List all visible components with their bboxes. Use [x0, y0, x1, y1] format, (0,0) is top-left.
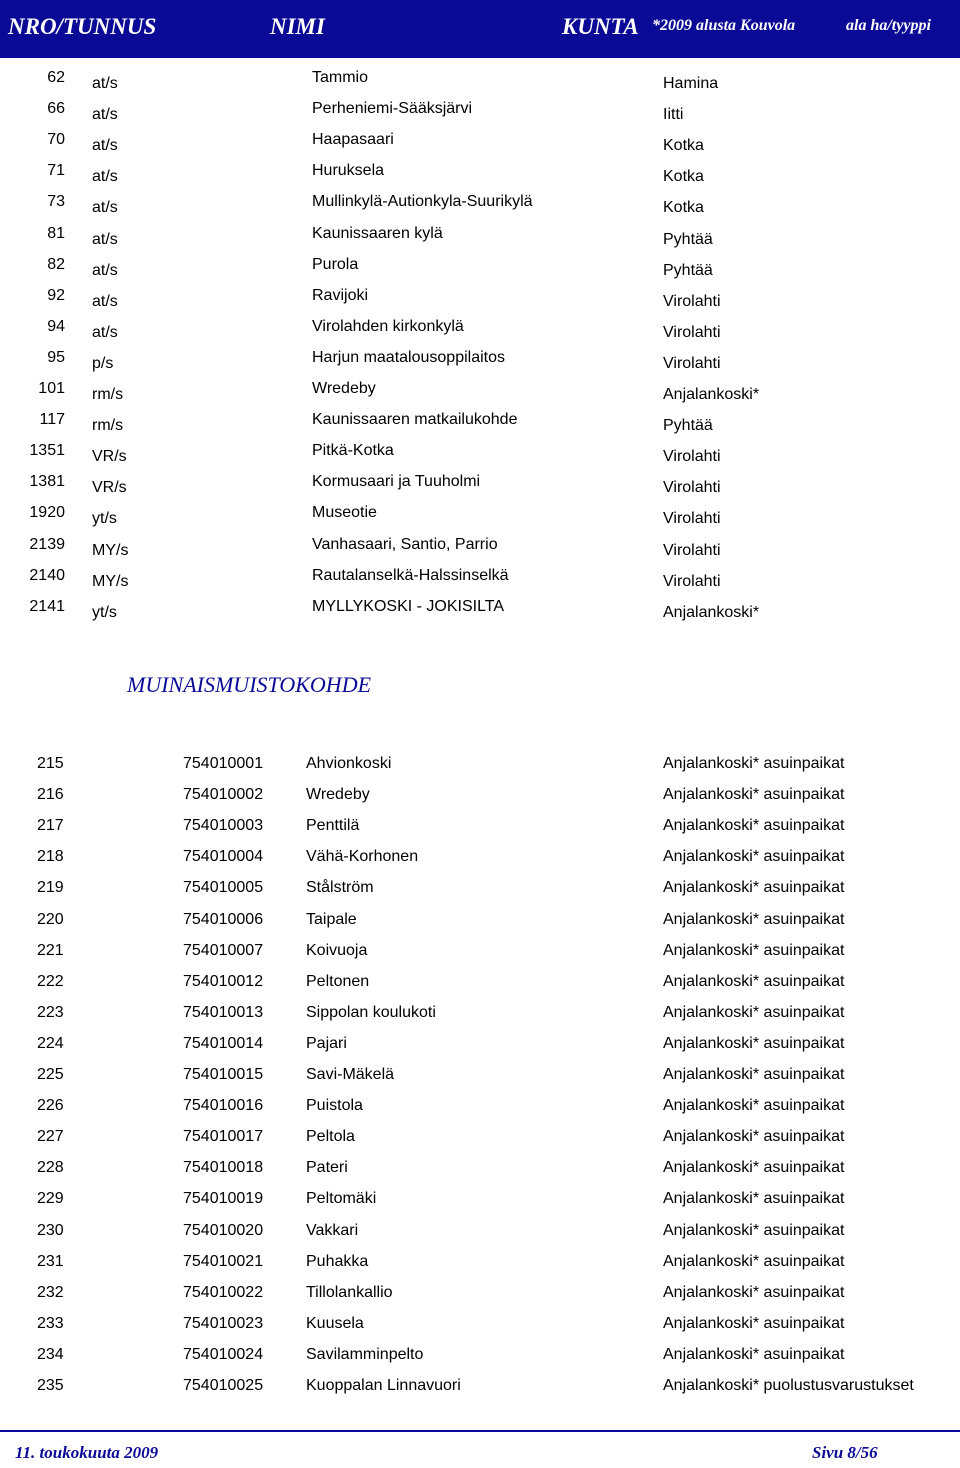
- row-kunta: Anjalankoski* asuinpaikat: [663, 1097, 845, 1115]
- row-kunta: Kotka: [663, 199, 704, 217]
- row-type: at/s: [92, 199, 118, 217]
- row-name: Purola: [312, 255, 359, 273]
- table-row: [0, 225, 960, 256]
- row-number: 228: [37, 1159, 64, 1177]
- row-kunta: Anjalankoski* asuinpaikat: [663, 1221, 845, 1239]
- table-row: [0, 256, 960, 287]
- row-name: Wredeby: [306, 786, 370, 804]
- row-kunta: Anjalankoski* asuinpaikat: [663, 1345, 845, 1363]
- row-number: 224: [37, 1034, 64, 1052]
- row-name: Kuoppalan Linnavuori: [306, 1377, 461, 1394]
- table-row: [0, 1190, 960, 1221]
- table-row: [0, 442, 960, 473]
- row-code: 754010001: [183, 755, 264, 772]
- row-number: 223: [37, 1003, 64, 1021]
- footer-date: 11. toukokuuta 2009: [15, 1443, 159, 1462]
- table-row: [0, 1284, 960, 1315]
- row-type: at/s: [92, 106, 118, 124]
- row-code: 754010014: [183, 1034, 264, 1052]
- table-row: [0, 1128, 960, 1159]
- row-code: 754010024: [183, 1345, 264, 1363]
- row-name: Pitkä-Kotka: [312, 442, 394, 460]
- header-col-kunta: KUNTA: [562, 14, 639, 39]
- row-code: 754010012: [183, 972, 264, 990]
- row-kunta: Anjalankoski* asuinpaikat: [663, 879, 845, 897]
- row-kunta: Virolahti: [663, 479, 721, 497]
- row-name: Puhakka: [306, 1252, 369, 1270]
- row-name: Vanhasaari, Santio, Parrio: [312, 535, 498, 553]
- footer-page-number: Sivu 8/56: [812, 1443, 878, 1462]
- table-row: [0, 1066, 960, 1097]
- row-code: 754010018: [183, 1159, 264, 1177]
- row-number: 66: [47, 100, 65, 118]
- row-number: 227: [37, 1128, 64, 1146]
- row-kunta: Hamina: [663, 75, 719, 92]
- row-kunta: Anjalankoski*: [663, 603, 760, 621]
- row-name: Haapasaari: [312, 131, 394, 149]
- row-name: Tillolankallio: [306, 1283, 393, 1301]
- row-name: Pajari: [306, 1034, 347, 1052]
- row-kunta: Virolahti: [663, 323, 721, 341]
- row-name: Vähä-Korhonen: [306, 848, 419, 866]
- row-name: Virolahden kirkonkylä: [312, 317, 464, 335]
- table-row: [0, 1035, 960, 1066]
- row-name: Savi-Mäkelä: [306, 1066, 395, 1083]
- row-number: 216: [37, 786, 64, 804]
- table-row: [0, 1222, 960, 1253]
- table-row: [0, 911, 960, 942]
- row-name: Harjun maatalousoppilaitos: [312, 348, 505, 366]
- row-name: Sippolan koulukoti: [306, 1003, 436, 1021]
- row-number: 2139: [29, 535, 65, 553]
- table-row: [0, 380, 960, 411]
- row-kunta: Virolahti: [663, 510, 721, 528]
- table-row: [0, 598, 960, 629]
- row-number: 94: [47, 317, 65, 335]
- row-type: MY/s: [92, 541, 129, 559]
- row-kunta: Pyhtää: [663, 417, 713, 435]
- row-kunta: Pyhtää: [663, 230, 713, 248]
- row-type: at/s: [92, 168, 118, 186]
- row-type: VR/s: [92, 448, 127, 466]
- row-number: 220: [37, 910, 64, 928]
- row-number: 82: [47, 255, 65, 273]
- row-name: Huruksela: [312, 162, 385, 180]
- row-number: 231: [37, 1252, 64, 1270]
- page-header: [0, 0, 960, 56]
- row-name: Peltola: [306, 1128, 355, 1146]
- table-row: [0, 411, 960, 442]
- row-code: 754010017: [183, 1128, 264, 1146]
- header-col-nro: NRO/TUNNUS: [8, 14, 157, 39]
- header-col-nimi: NIMI: [270, 14, 325, 39]
- row-kunta: Anjalankoski* asuinpaikat: [663, 1159, 845, 1177]
- row-code: 754010025: [183, 1377, 264, 1394]
- row-kunta: Kotka: [663, 168, 704, 186]
- section-title: MUINAISMUISTOKOHDE: [127, 672, 372, 697]
- table-row: [0, 193, 960, 224]
- row-code: 754010019: [183, 1190, 264, 1208]
- row-type: rm/s: [92, 386, 124, 403]
- row-number: 218: [37, 848, 64, 866]
- table-row: [0, 318, 960, 349]
- row-name: Ahvionkoski: [306, 755, 392, 772]
- table-row: [0, 1346, 960, 1377]
- row-number: 71: [47, 162, 65, 180]
- row-name: Penttilä: [306, 817, 360, 835]
- row-type: at/s: [92, 137, 118, 155]
- row-number: 95: [47, 348, 65, 366]
- row-number: 225: [37, 1066, 64, 1083]
- row-name: MYLLYKOSKI - JOKISILTA: [312, 597, 505, 615]
- row-name: Vakkari: [306, 1221, 359, 1239]
- row-type: yt/s: [92, 603, 117, 621]
- table-row: [0, 973, 960, 1004]
- row-code: 754010015: [183, 1066, 264, 1083]
- row-name: Puistola: [306, 1097, 363, 1115]
- row-name: Taipale: [306, 910, 357, 928]
- table-row: [0, 1377, 960, 1408]
- table-row: [0, 100, 960, 131]
- row-code: 754010020: [183, 1221, 264, 1239]
- row-number: 2140: [29, 566, 65, 584]
- row-number: 219: [37, 879, 64, 897]
- row-kunta: Virolahti: [663, 541, 721, 559]
- row-kunta: Virolahti: [663, 292, 721, 310]
- row-code: 754010016: [183, 1097, 264, 1115]
- row-number: 2141: [29, 597, 65, 615]
- row-code: 754010021: [183, 1252, 264, 1270]
- row-number: 217: [37, 817, 64, 835]
- row-kunta: Anjalankoski* asuinpaikat: [663, 910, 845, 928]
- row-name: Pateri: [306, 1159, 348, 1177]
- header-col-note: *2009 alusta Kouvola: [652, 17, 796, 34]
- row-number: 81: [47, 224, 65, 242]
- row-number: 230: [37, 1221, 64, 1239]
- row-name: Ravijoki: [312, 286, 369, 304]
- row-name: Museotie: [312, 504, 377, 522]
- row-kunta: Virolahti: [663, 572, 721, 590]
- row-kunta: Anjalankoski* asuinpaikat: [663, 1314, 845, 1332]
- table-row: [0, 755, 960, 786]
- row-code: 754010003: [183, 817, 264, 835]
- row-kunta: Anjalankoski* asuinpaikat: [663, 1283, 845, 1301]
- table-row: [0, 1004, 960, 1035]
- row-number: 101: [38, 380, 65, 397]
- row-name: Stålström: [306, 879, 374, 897]
- row-name: Perheniemi-Sääksjärvi: [312, 100, 473, 118]
- row-kunta: Anjalankoski* asuinpaikat: [663, 941, 845, 959]
- row-kunta: Pyhtää: [663, 261, 713, 279]
- row-number: 234: [37, 1345, 64, 1363]
- row-number: 70: [47, 131, 65, 149]
- row-name: Kormusaari ja Tuuholmi: [312, 473, 481, 491]
- row-name: Savilamminpelto: [306, 1345, 424, 1363]
- row-kunta: Anjalankoski* asuinpaikat: [663, 1034, 845, 1052]
- row-number: 226: [37, 1097, 64, 1115]
- table-row: [0, 942, 960, 973]
- row-type: at/s: [92, 261, 118, 279]
- row-code: 754010023: [183, 1314, 264, 1332]
- row-number: 73: [47, 193, 65, 211]
- table-row: [0, 349, 960, 380]
- row-name: Koivuoja: [306, 941, 368, 959]
- row-type: rm/s: [92, 417, 124, 435]
- row-number: 233: [37, 1314, 64, 1332]
- row-name: Tammio: [312, 69, 369, 86]
- table-row: [0, 1159, 960, 1190]
- row-code: 754010006: [183, 910, 264, 928]
- row-type: VR/s: [92, 479, 127, 497]
- row-number: 235: [37, 1377, 64, 1394]
- table-row: [0, 567, 960, 598]
- row-type: at/s: [92, 323, 118, 341]
- row-code: 754010007: [183, 941, 264, 959]
- row-name: Kaunissaaren kylä: [312, 224, 443, 242]
- row-kunta: Anjalankoski* asuinpaikat: [663, 786, 845, 804]
- table-row: [0, 536, 960, 567]
- row-kunta: Anjalankoski* asuinpaikat: [663, 817, 845, 835]
- row-number: 222: [37, 972, 64, 990]
- row-kunta: Anjalankoski* asuinpaikat: [663, 1066, 845, 1083]
- row-type: at/s: [92, 75, 118, 92]
- row-name: Peltonen: [306, 972, 370, 990]
- table-row: [0, 69, 960, 100]
- row-kunta: Iitti: [663, 106, 684, 124]
- table-row: [0, 131, 960, 162]
- row-number: 1920: [29, 504, 65, 522]
- row-name: Wredeby: [312, 380, 376, 397]
- row-code: 754010022: [183, 1283, 264, 1301]
- table-row: [0, 1097, 960, 1128]
- row-name: Kaunissaaren matkailukohde: [312, 411, 518, 429]
- row-kunta: Anjalankoski* asuinpaikat: [663, 755, 845, 772]
- row-kunta: Anjalankoski* asuinpaikat: [663, 848, 845, 866]
- row-kunta: Anjalankoski* asuinpaikat: [663, 1190, 845, 1208]
- row-kunta: Virolahti: [663, 354, 721, 372]
- row-number: 62: [47, 69, 65, 86]
- row-type: MY/s: [92, 572, 129, 590]
- row-kunta: Virolahti: [663, 448, 721, 466]
- row-kunta: Anjalankoski*: [663, 386, 760, 403]
- table-row: [0, 1253, 960, 1284]
- table-row: [0, 786, 960, 817]
- footer-divider: [0, 1430, 960, 1432]
- table-row: [0, 1315, 960, 1346]
- row-name: Mullinkylä-Autionkyla-Suurikylä: [312, 193, 533, 211]
- table-row: [0, 848, 960, 879]
- table-row: [0, 287, 960, 318]
- table-row: [0, 817, 960, 848]
- row-number: 117: [39, 411, 65, 429]
- row-code: 754010004: [183, 848, 264, 866]
- row-type: at/s: [92, 230, 118, 248]
- row-code: 754010005: [183, 879, 264, 897]
- row-number: 92: [47, 286, 65, 304]
- row-kunta: Anjalankoski* puolustusvarustukset: [663, 1377, 914, 1394]
- row-name: Rautalanselkä-Halssinselkä: [312, 566, 509, 584]
- row-code: 754010002: [183, 786, 264, 804]
- row-number: 1351: [29, 442, 65, 460]
- table-row: [0, 504, 960, 535]
- table-row: [0, 162, 960, 193]
- row-name: Kuusela: [306, 1314, 364, 1332]
- row-number: 232: [37, 1283, 64, 1301]
- row-number: 1381: [29, 473, 65, 491]
- row-number: 221: [37, 941, 64, 959]
- row-code: 754010013: [183, 1003, 264, 1021]
- header-divider: [0, 56, 960, 58]
- row-number: 215: [37, 755, 64, 772]
- table-row: [0, 473, 960, 504]
- row-kunta: Anjalankoski* asuinpaikat: [663, 972, 845, 990]
- row-number: 229: [37, 1190, 64, 1208]
- row-type: p/s: [92, 354, 114, 372]
- table-row: [0, 879, 960, 910]
- row-name: Peltomäki: [306, 1190, 377, 1208]
- header-col-ala: ala ha/tyyppi: [846, 17, 931, 34]
- row-kunta: Anjalankoski* asuinpaikat: [663, 1252, 845, 1270]
- row-kunta: Anjalankoski* asuinpaikat: [663, 1003, 845, 1021]
- row-kunta: Kotka: [663, 137, 704, 155]
- row-type: yt/s: [92, 510, 117, 528]
- row-kunta: Anjalankoski* asuinpaikat: [663, 1128, 845, 1146]
- row-type: at/s: [92, 292, 118, 310]
